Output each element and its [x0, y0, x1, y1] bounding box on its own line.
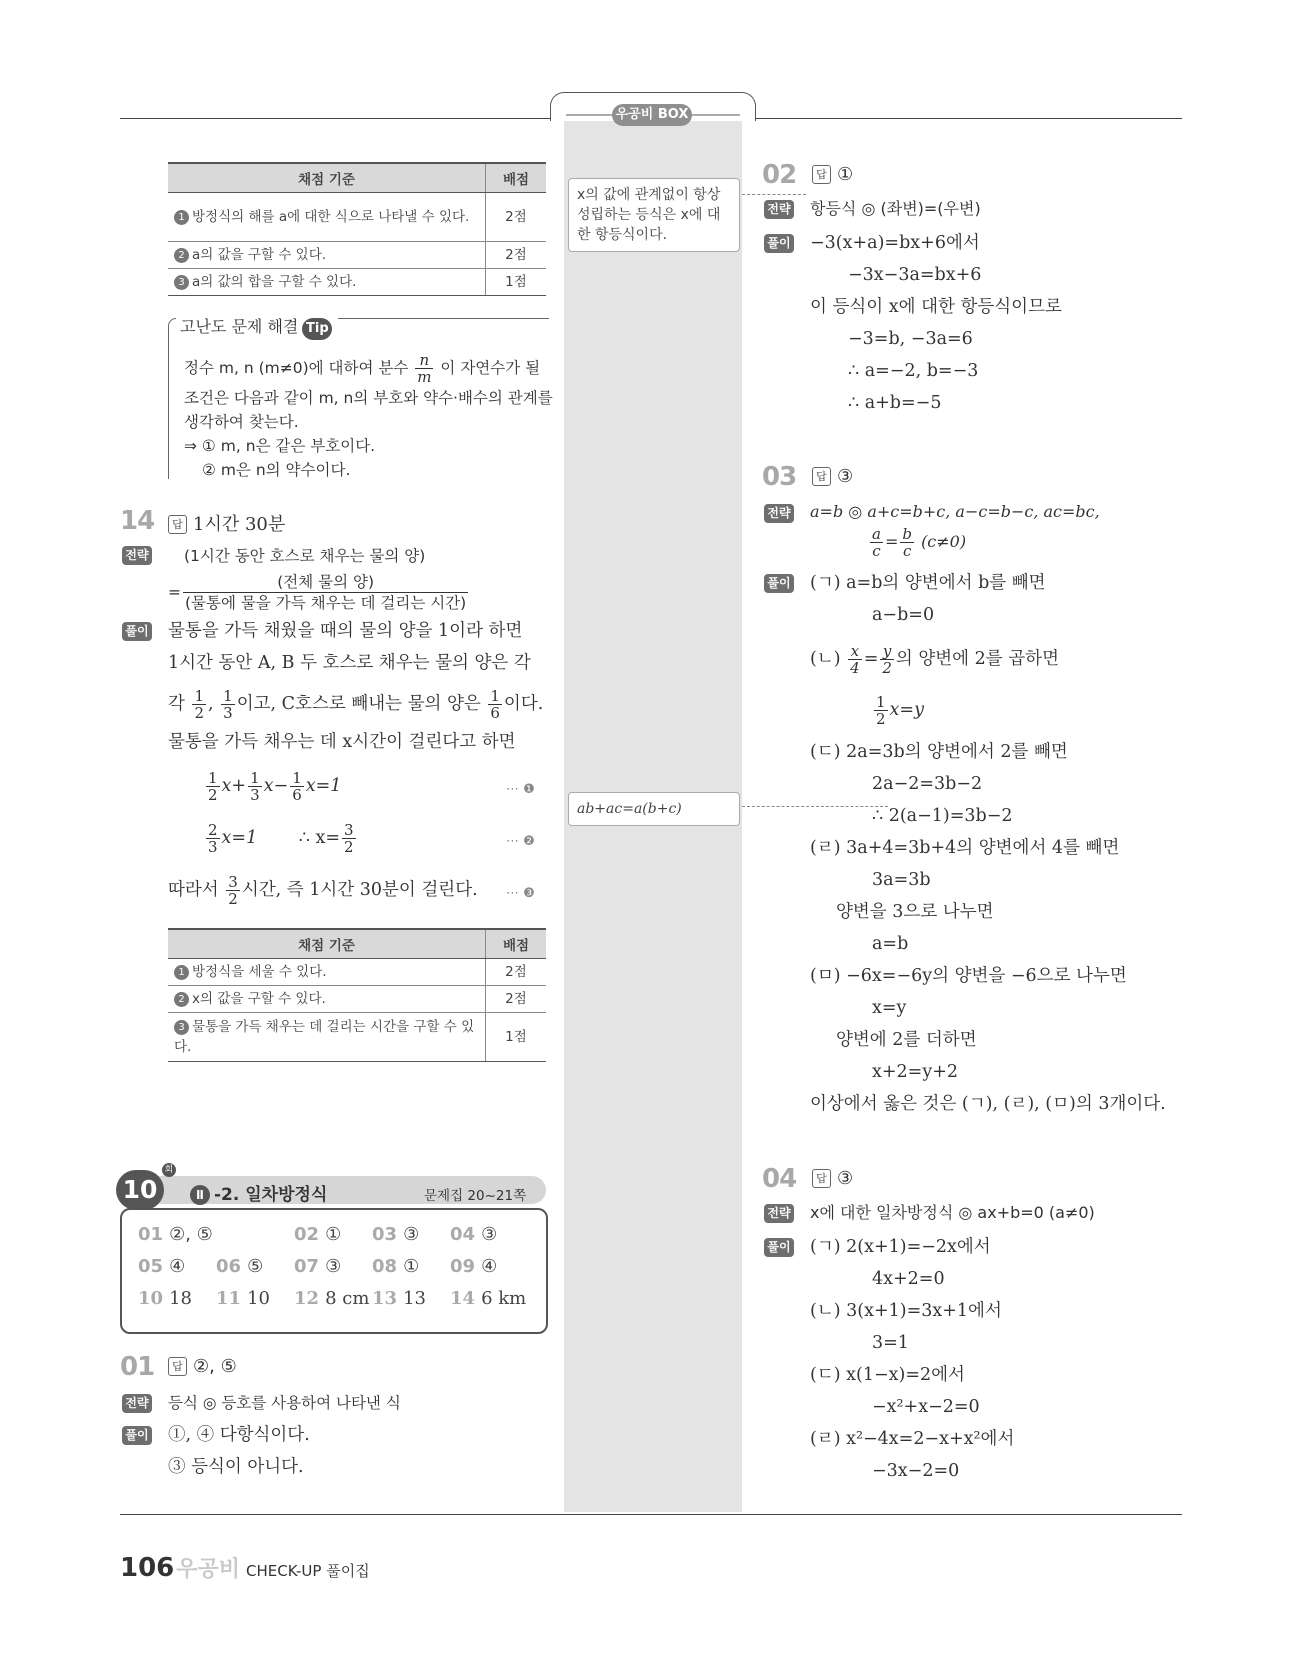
book-reference: 문제집 20~21쪽 — [424, 1188, 527, 1204]
table-row: 1 방정식의 해를 a에 대한 식으로 나타낼 수 있다. 2점 — [168, 193, 546, 242]
round-suffix: 회 — [162, 1163, 176, 1177]
solution-line: ①, ④ 다항식이다. — [168, 1425, 310, 1445]
tip-badge: Tip — [302, 318, 332, 340]
solution-line: 이상에서 옳은 것은 (ㄱ), (ㄹ), (ㅁ)의 3개이다. — [810, 1094, 1166, 1114]
table-row: 3 물통을 가득 채우는 데 걸리는 시간을 구할 수 있다. 1점 — [168, 1013, 546, 1062]
scoring-table-2 — [168, 928, 546, 1062]
solution-line: 이 등식이 x에 대한 항등식이므로 — [810, 297, 1062, 317]
table-row: 2 a의 값을 구할 수 있다. 2점 — [168, 242, 546, 269]
table-header: 배점 — [486, 163, 547, 193]
section-title: Ⅱ -2. 일차방정식 — [190, 1180, 327, 1205]
strategy-label: 전략 — [122, 1394, 152, 1413]
strategy-label: 전략 — [764, 1204, 794, 1223]
table-header: 배점 — [486, 929, 547, 959]
solution-line: 물통을 가득 채우는 데 x시간이 걸린다고 하면 — [168, 732, 516, 752]
tip-line: ② m은 n의 약수이다. — [202, 461, 351, 479]
answer-item: 03 ③ — [372, 1224, 420, 1245]
solution-label: 풀이 — [764, 1238, 794, 1257]
solution-line: 4x+2=0 — [872, 1269, 945, 1289]
page-number: 106 — [120, 1553, 175, 1583]
equation-2: $\frac{2}{3}$ x=1 ∴ x= $\frac{3}{2}$ — [208, 821, 354, 856]
page-footer — [120, 1552, 370, 1583]
strategy-text: $\frac{a}{c}$ = $\frac{b}{c}$ (c≠0) — [872, 525, 967, 560]
solution-label: 풀이 — [764, 574, 794, 593]
answer-line: 답 ②, ⑤ — [168, 1356, 237, 1377]
answer-line: 답 ① — [812, 164, 853, 185]
table-row: 1 방정식을 세울 수 있다. 2점 — [168, 959, 546, 986]
solution-line: 2a−2=3b−2 — [872, 774, 983, 794]
solution-line: a=b — [872, 934, 909, 954]
tip-line: ⇒ ① m, n은 같은 부호이다. — [184, 437, 376, 455]
solution-line: ∴ a=−2, b=−3 — [848, 361, 979, 381]
answer-item: 13 13 — [372, 1288, 426, 1309]
solution-line: (ㄴ) $\frac{x}{4}$ = $\frac{y}{2}$ 의 양변에 2를 곱하면 — [810, 642, 1059, 677]
solution-line: 양변에 2를 더하면 — [836, 1030, 977, 1050]
problem-number: 14 — [120, 506, 155, 536]
answer-item: 14 6 km — [450, 1288, 527, 1309]
scoring-table-1 — [168, 162, 546, 296]
side-note: x의 값에 관계없이 항상 성립하는 등식은 x에 대한 항등식이다. — [568, 178, 740, 252]
note-connector — [742, 194, 806, 195]
answer-item: 08 ① — [372, 1256, 420, 1277]
solution-label: 풀이 — [122, 1426, 152, 1445]
answer-item: 05 ④ — [138, 1256, 186, 1277]
answer-item: 07 ③ — [294, 1256, 342, 1277]
solution-line: −3x−2=0 — [872, 1461, 960, 1481]
equation-1: $\frac{1}{2}$ x+ $\frac{1}{3}$ x− $\frac{1}{6}$ x=1 — [208, 769, 342, 804]
answer-item: 01 ②, ⑤ — [138, 1224, 213, 1245]
solution-line: ③ 등식이 아니다. — [168, 1457, 304, 1477]
solution-line: $\frac{1}{2}$ x=y — [876, 693, 924, 728]
book-title: CHECK-UP 풀이집 — [246, 1562, 370, 1580]
problem-number: 02 — [762, 160, 797, 190]
tip-line: 조건은 다음과 같이 m, n의 부호와 약수·배수의 관계를 — [184, 389, 553, 407]
solution-line: 따라서 $\frac{3}{2}$ 시간, 즉 1시간 30분이 걸린다. — [168, 873, 478, 908]
strategy-text: 등식 ◎ 등호를 사용하여 나타낸 식 — [168, 1394, 401, 1412]
strategy-fraction: = $\frac{\text{(전체 물의 양)}}{\text{(물통에 물을 가득 채우는 데 걸리는 시간)}}$ — [168, 573, 467, 612]
tip-line: 생각하여 찾는다. — [184, 413, 299, 431]
solution-line: ∴ 2(a−1)=3b−2 — [872, 806, 1013, 826]
solution-line: (ㅁ) −6x=−6y의 양변을 −6으로 나누면 — [810, 966, 1127, 986]
box-line-right — [692, 114, 740, 116]
answer-item: 09 ④ — [450, 1256, 498, 1277]
answer-item: 02 ① — [294, 1224, 342, 1245]
step-marker: ⋯ ❸ — [506, 886, 535, 901]
step-marker: ⋯ ❷ — [506, 834, 535, 849]
step-marker: ⋯ ❶ — [506, 782, 535, 797]
table-header: 채점 기준 — [168, 929, 486, 959]
strategy-text: (1시간 동안 호스로 채우는 물의 양) — [184, 547, 426, 565]
solution-line: x+2=y+2 — [872, 1062, 959, 1082]
solution-line: 각 $\frac{1}{2}$ , $\frac{1}{3}$ 이고, C호스로 빼내는 물의 양은 $\frac{1}{6}$ 이다. — [168, 687, 544, 722]
solution-line: ∴ a+b=−5 — [848, 393, 942, 413]
solution-line: −3=b, −3a=6 — [848, 329, 973, 349]
answer-line: 답 1시간 30분 — [168, 510, 285, 536]
strategy-text: 항등식 ◎ (좌변)=(우변) — [810, 199, 981, 218]
strategy-label: 전략 — [764, 504, 794, 523]
table-row: 2 x의 값을 구할 수 있다. 2점 — [168, 986, 546, 1013]
side-note: ab+ac=a(b+c) — [568, 792, 740, 826]
answer-item: 10 18 — [138, 1288, 192, 1309]
brand-logo: 우공비 — [176, 1557, 241, 1582]
solution-line: 양변을 3으로 나누면 — [836, 902, 994, 922]
tip-line: 정수 m, n (m≠0)에 대하여 분수 $\frac{n}{m}$ 이 자연수가 될 — [184, 351, 541, 386]
strategy-label: 전략 — [122, 546, 152, 565]
solution-line: −x²+x−2=0 — [872, 1397, 980, 1417]
tip-title: 고난도 문제 해결 Tip — [176, 314, 338, 340]
problem-number: 03 — [762, 462, 797, 492]
bottom-rule — [120, 1514, 1182, 1515]
solution-line: a−b=0 — [872, 605, 935, 625]
solution-line: 물통을 가득 채웠을 때의 물의 양을 1이라 하면 — [168, 621, 523, 641]
solution-line: (ㄹ) x²−4x=2−x+x²에서 — [810, 1429, 1015, 1449]
answer-item: 04 ③ — [450, 1224, 498, 1245]
box-line-left — [566, 114, 612, 116]
solution-line: −3x−3a=bx+6 — [848, 265, 982, 285]
solution-line: (ㄱ) a=b의 양변에서 b를 빼면 — [810, 573, 1046, 593]
table-row: 3 a의 값의 합을 구할 수 있다. 1점 — [168, 269, 546, 296]
answer-line: 답 ③ — [812, 1168, 853, 1189]
solution-line: (ㄱ) 2(x+1)=−2x에서 — [810, 1237, 991, 1257]
solution-line: (ㄹ) 3a+4=3b+4의 양변에서 4를 빼면 — [810, 838, 1120, 858]
note-connector — [742, 806, 888, 807]
solution-label: 풀이 — [764, 234, 794, 253]
solution-line: 3=1 — [872, 1333, 909, 1353]
answer-item: 06 ⑤ — [216, 1256, 264, 1277]
solution-line: (ㄴ) 3(x+1)=3x+1에서 — [810, 1301, 1002, 1321]
strategy-text: x에 대한 일차방정식 ◎ ax+b=0 (a≠0) — [810, 1203, 1095, 1222]
solution-line: 1시간 동안 A, B 두 호스로 채우는 물의 양은 각 — [168, 653, 531, 673]
answer-item: 11 10 — [216, 1288, 270, 1309]
solution-line: x=y — [872, 998, 907, 1018]
solution-line: (ㄷ) 2a=3b의 양변에서 2를 빼면 — [810, 742, 1068, 762]
box-label: 우공비 BOX — [612, 104, 692, 126]
solution-line: (ㄷ) x(1−x)=2에서 — [810, 1365, 965, 1385]
strategy-label: 전략 — [764, 200, 794, 219]
strategy-text: a=b ◎ a+c=b+c, a−c=b−c, ac=bc, — [810, 502, 1100, 521]
solution-line: 3a=3b — [872, 870, 931, 890]
table-header: 채점 기준 — [168, 163, 486, 193]
solution-line: −3(x+a)=bx+6에서 — [810, 233, 980, 253]
answer-item: 12 8 cm — [294, 1288, 370, 1309]
round-badge: 10 — [116, 1170, 164, 1210]
problem-number: 01 — [120, 1352, 155, 1382]
problem-number: 04 — [762, 1164, 797, 1194]
solution-label: 풀이 — [122, 622, 152, 641]
answer-line: 답 ③ — [812, 466, 853, 487]
